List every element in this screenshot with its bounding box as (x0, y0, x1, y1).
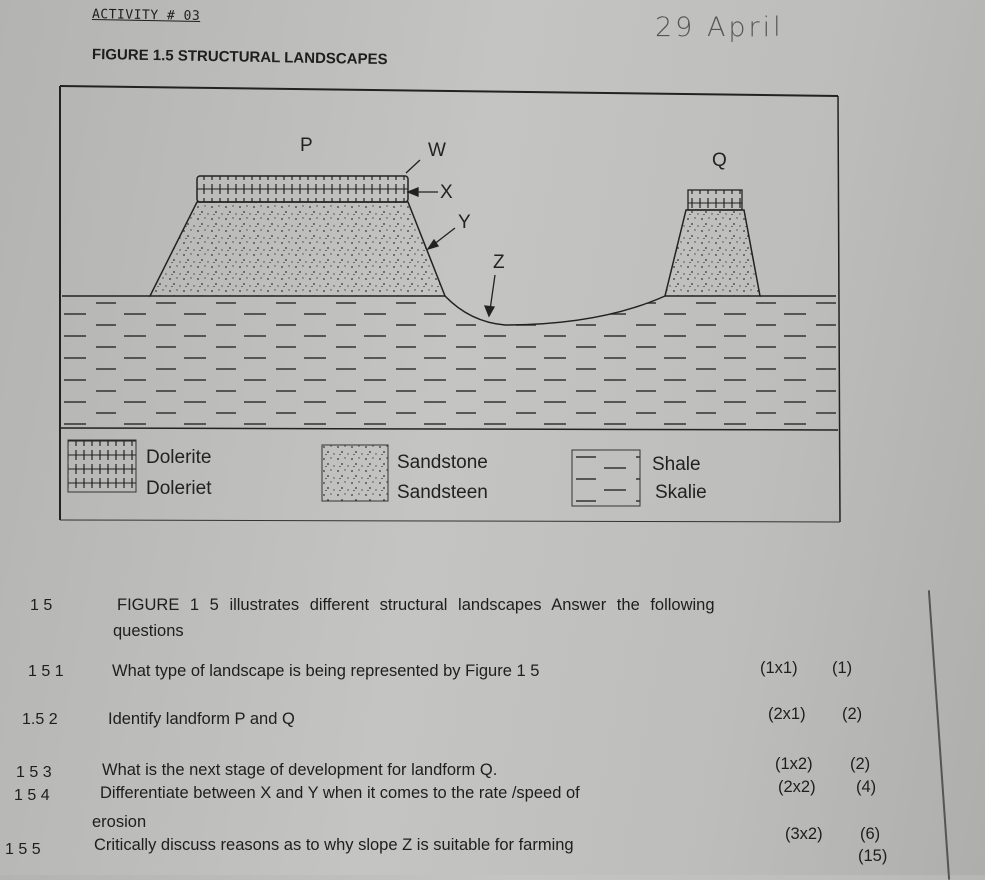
q152-text: Identify landform P and Q (108, 710, 295, 728)
q151-number: 1 5 1 (28, 663, 64, 680)
label-q: Q (712, 150, 727, 171)
legend-sandstone-swatch (322, 445, 388, 501)
q154-calc: (2x2) (778, 778, 816, 796)
legend-shale: Shale (652, 454, 701, 475)
q154-number: 1 5 4 (14, 787, 50, 804)
page-margin-line (928, 590, 950, 879)
q153-text: What is the next stage of development for landform Q. (102, 761, 498, 779)
q152-number: 1.5 2 (22, 711, 58, 728)
legend-shale-swatch (572, 450, 640, 506)
question-intro-number: 1 5 (30, 597, 53, 614)
legend-skalie: Skalie (655, 482, 707, 503)
q152-marks: (2) (842, 705, 863, 723)
label-y: Y (458, 212, 471, 233)
legend (68, 440, 707, 506)
q153-calc: (1x2) (775, 755, 813, 773)
q153-number: 1 5 3 (16, 764, 52, 781)
figure-title: FIGURE 1.5 STRUCTURAL LANDSCAPES (91, 46, 388, 69)
q154-text-2: erosion (92, 813, 147, 831)
q153-marks: (2) (850, 755, 871, 773)
label-z: Z (493, 252, 505, 273)
label-x: X (440, 182, 453, 203)
legend-dolerite-swatch (68, 440, 136, 492)
q151-calc: (1x1) (760, 659, 798, 677)
q155-marks: (6) (860, 825, 881, 843)
legend-sandsteen: Sandsteen (397, 482, 488, 503)
q154-marks: (4) (856, 778, 877, 796)
legend-sandstone: Sandstone (397, 452, 488, 473)
legend-dolerite: Dolerite (146, 447, 212, 468)
total-marks: (15) (858, 847, 888, 865)
q154-text: Differentiate between X and Y when it comes to the rate /speed of (100, 784, 580, 802)
q155-number: 1 5 5 (5, 841, 41, 858)
question-intro-text-2: questions (113, 622, 184, 640)
q151-text: What type of landscape is being represented by Figure 1 5 (112, 662, 540, 680)
label-p: P (300, 135, 313, 156)
q155-calc: (3x2) (785, 825, 823, 843)
question-intro-text: FIGURE 1 5 illustrates different structural landscapes Answer the following (117, 596, 715, 614)
q151-marks: (1) (832, 659, 853, 677)
butte-q (665, 190, 760, 296)
legend-doleriet: Doleriet (146, 478, 212, 499)
mesa-p (150, 176, 445, 296)
q152-calc: (2x1) (768, 705, 806, 723)
q155-text: Critically discuss reasons as to why slope Z is suitable for farming (94, 836, 574, 854)
activity-heading: ACTIVITY # 03 (91, 7, 201, 24)
shale-layer (62, 296, 836, 427)
label-w: W (428, 140, 446, 161)
handwritten-date: 29 April (655, 12, 784, 43)
